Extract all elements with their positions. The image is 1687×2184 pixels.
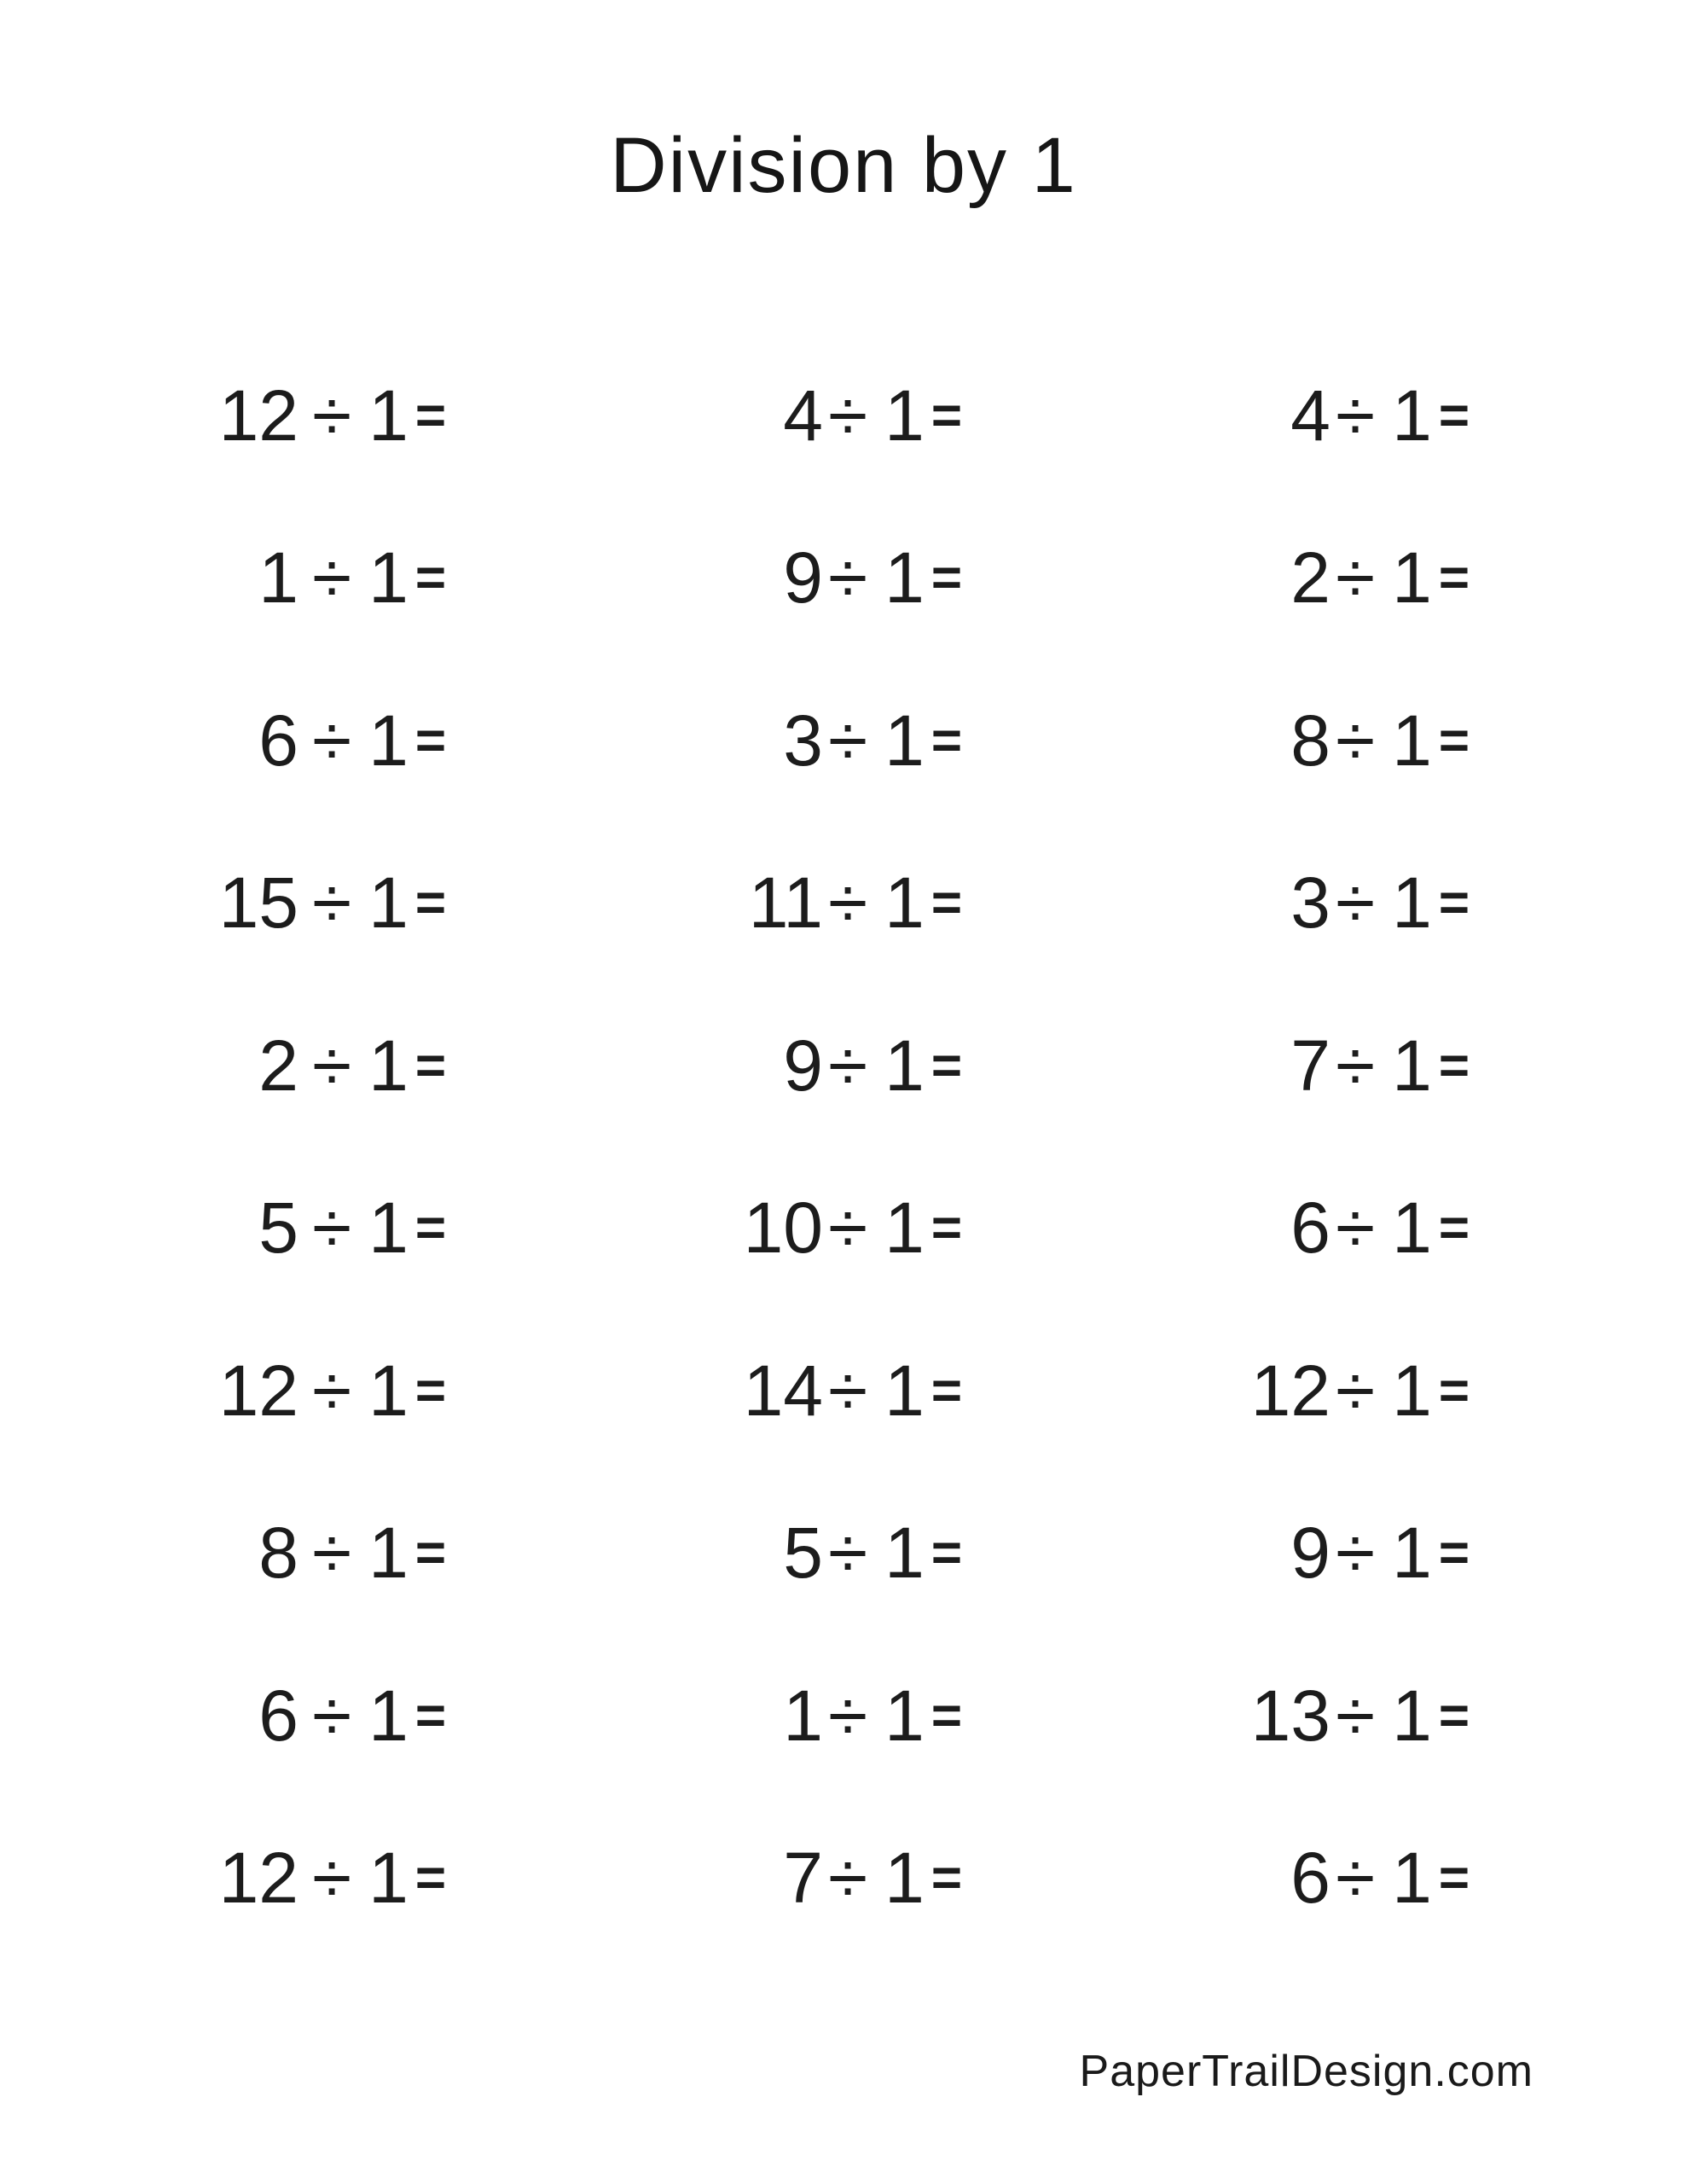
- division-problem: [206, 822, 444, 985]
- dividend: 7: [783, 1838, 823, 1919]
- dividend: 9: [783, 1025, 823, 1106]
- equals-sign: =: [415, 1686, 445, 1745]
- division-problem: [206, 659, 444, 822]
- dividend: 10: [743, 1188, 823, 1269]
- equals-sign: =: [1438, 386, 1469, 445]
- division-sign: ÷: [1336, 375, 1376, 456]
- division-problem: [731, 822, 960, 985]
- problem-row: [0, 1635, 1687, 1798]
- problems-grid: [0, 334, 1687, 1960]
- division-sign: ÷: [828, 1675, 868, 1756]
- divisor: 1: [368, 537, 409, 619]
- dividend: 1: [258, 537, 299, 619]
- divisor: 1: [368, 1513, 409, 1594]
- equals-sign: =: [930, 874, 961, 933]
- divisor: 1: [1392, 375, 1432, 456]
- division-sign: ÷: [1336, 1350, 1376, 1431]
- division-problem: [731, 659, 960, 822]
- problem-row: [0, 1798, 1687, 1960]
- division-problem: [1238, 334, 1468, 497]
- division-sign: ÷: [1336, 1513, 1376, 1594]
- division-sign: ÷: [828, 375, 868, 456]
- dividend: 6: [1290, 1838, 1330, 1919]
- division-problem: [1238, 985, 1468, 1147]
- equals-sign: =: [930, 1199, 961, 1258]
- dividend: 6: [258, 700, 299, 781]
- divisor: 1: [368, 1350, 409, 1431]
- divisor: 1: [1392, 1025, 1432, 1106]
- equals-sign: =: [930, 1849, 961, 1908]
- division-problem: [206, 497, 444, 660]
- division-sign: ÷: [1336, 1025, 1376, 1106]
- division-sign: ÷: [828, 1838, 868, 1919]
- divisor: 1: [884, 1675, 925, 1756]
- division-sign: ÷: [828, 1350, 868, 1431]
- division-problem: [206, 1310, 444, 1472]
- dividend: 12: [218, 1838, 299, 1919]
- divisor: 1: [1392, 863, 1432, 944]
- dividend: 8: [258, 1513, 299, 1594]
- division-sign: ÷: [828, 1025, 868, 1106]
- equals-sign: =: [1438, 1849, 1469, 1908]
- dividend: 5: [783, 1513, 823, 1594]
- problem-row: [0, 1310, 1687, 1472]
- equals-sign: =: [415, 549, 445, 608]
- dividend: 5: [258, 1188, 299, 1269]
- divisor: 1: [368, 1025, 409, 1106]
- divisor: 1: [1392, 537, 1432, 619]
- dividend: 13: [1250, 1675, 1330, 1756]
- division-problem: [1238, 659, 1468, 822]
- site-credit: PaperTrailDesign.com: [1079, 2047, 1533, 2096]
- divisor: 1: [884, 1350, 925, 1431]
- division-problem: [731, 1147, 960, 1310]
- division-problem: [731, 334, 960, 497]
- division-sign: ÷: [312, 537, 352, 619]
- equals-sign: =: [1438, 1361, 1469, 1420]
- division-problem: [206, 1798, 444, 1960]
- divisor: 1: [884, 863, 925, 944]
- divisor: 1: [368, 700, 409, 781]
- division-problem: [206, 1472, 444, 1635]
- division-sign: ÷: [1336, 537, 1376, 619]
- division-sign: ÷: [312, 1838, 352, 1919]
- dividend: 1: [783, 1675, 823, 1756]
- divisor: 1: [1392, 1350, 1432, 1431]
- dividend: 3: [1290, 863, 1330, 944]
- divisor: 1: [884, 1025, 925, 1106]
- problem-row: [0, 1147, 1687, 1310]
- division-sign: ÷: [312, 1513, 352, 1594]
- dividend: 14: [743, 1350, 823, 1431]
- division-problem: [731, 1635, 960, 1798]
- division-sign: ÷: [312, 700, 352, 781]
- dividend: 7: [1290, 1025, 1330, 1106]
- problem-row: [0, 985, 1687, 1147]
- problem-row: [0, 1472, 1687, 1635]
- division-problem: [1238, 1310, 1468, 1472]
- equals-sign: =: [930, 711, 961, 770]
- division-sign: ÷: [1336, 1188, 1376, 1269]
- division-sign: ÷: [1336, 700, 1376, 781]
- division-problem: [206, 1635, 444, 1798]
- division-problem: [1238, 1635, 1468, 1798]
- dividend: 4: [783, 375, 823, 456]
- division-sign: ÷: [312, 1350, 352, 1431]
- dividend: 6: [1290, 1188, 1330, 1269]
- division-sign: ÷: [312, 863, 352, 944]
- divisor: 1: [368, 1838, 409, 1919]
- division-sign: ÷: [1336, 863, 1376, 944]
- division-problem: [206, 334, 444, 497]
- division-problem: [1238, 1472, 1468, 1635]
- equals-sign: =: [415, 711, 445, 770]
- equals-sign: =: [415, 874, 445, 933]
- divisor: 1: [884, 375, 925, 456]
- dividend: 12: [218, 1350, 299, 1431]
- division-sign: ÷: [1336, 1838, 1376, 1919]
- dividend: 12: [1250, 1350, 1330, 1431]
- divisor: 1: [884, 1513, 925, 1594]
- divisor: 1: [884, 1188, 925, 1269]
- equals-sign: =: [1438, 1036, 1469, 1095]
- equals-sign: =: [415, 1524, 445, 1583]
- equals-sign: =: [930, 1361, 961, 1420]
- division-problem: [1238, 1147, 1468, 1310]
- division-problem: [731, 1472, 960, 1635]
- equals-sign: =: [930, 1524, 961, 1583]
- equals-sign: =: [415, 1036, 445, 1095]
- dividend: 8: [1290, 700, 1330, 781]
- problem-row: [0, 497, 1687, 660]
- dividend: 9: [1290, 1513, 1330, 1594]
- dividend: 12: [218, 375, 299, 456]
- divisor: 1: [368, 375, 409, 456]
- dividend: 11: [748, 863, 823, 944]
- division-problem: [206, 1147, 444, 1310]
- division-problem: [731, 985, 960, 1147]
- dividend: 6: [258, 1675, 299, 1756]
- dividend: 4: [1290, 375, 1330, 456]
- divisor: 1: [884, 537, 925, 619]
- worksheet-title: Division by 1: [610, 122, 1077, 209]
- equals-sign: =: [930, 1036, 961, 1095]
- division-sign: ÷: [312, 1675, 352, 1756]
- equals-sign: =: [1438, 1199, 1469, 1258]
- dividend: 3: [783, 700, 823, 781]
- division-problem: [731, 497, 960, 660]
- divisor: 1: [368, 863, 409, 944]
- division-problem: [1238, 1798, 1468, 1960]
- equals-sign: =: [415, 1199, 445, 1258]
- equals-sign: =: [930, 549, 961, 608]
- equals-sign: =: [415, 1361, 445, 1420]
- division-sign: ÷: [828, 700, 868, 781]
- divisor: 1: [1392, 1675, 1432, 1756]
- equals-sign: =: [1438, 711, 1469, 770]
- equals-sign: =: [1438, 1524, 1469, 1583]
- division-sign: ÷: [1336, 1675, 1376, 1756]
- equals-sign: =: [1438, 1686, 1469, 1745]
- divisor: 1: [884, 1838, 925, 1919]
- dividend: 9: [783, 537, 823, 619]
- division-sign: ÷: [828, 537, 868, 619]
- division-sign: ÷: [828, 1513, 868, 1594]
- equals-sign: =: [930, 1686, 961, 1745]
- division-problem: [1238, 497, 1468, 660]
- divisor: 1: [368, 1188, 409, 1269]
- dividend: 2: [258, 1025, 299, 1106]
- equals-sign: =: [415, 1849, 445, 1908]
- equals-sign: =: [1438, 549, 1469, 608]
- divisor: 1: [884, 700, 925, 781]
- equals-sign: =: [1438, 874, 1469, 933]
- division-sign: ÷: [312, 1188, 352, 1269]
- dividend: 2: [1290, 537, 1330, 619]
- division-sign: ÷: [828, 1188, 868, 1269]
- division-problem: [206, 985, 444, 1147]
- divisor: 1: [1392, 700, 1432, 781]
- divisor: 1: [1392, 1838, 1432, 1919]
- divisor: 1: [1392, 1188, 1432, 1269]
- equals-sign: =: [415, 386, 445, 445]
- division-problem: [731, 1798, 960, 1960]
- dividend: 15: [218, 863, 299, 944]
- equals-sign: =: [930, 386, 961, 445]
- problem-row: [0, 334, 1687, 497]
- divisor: 1: [1392, 1513, 1432, 1594]
- divisor: 1: [368, 1675, 409, 1756]
- problem-row: [0, 659, 1687, 822]
- division-problem: [1238, 822, 1468, 985]
- division-sign: ÷: [828, 863, 868, 944]
- division-problem: [731, 1310, 960, 1472]
- division-sign: ÷: [312, 1025, 352, 1106]
- problem-row: [0, 822, 1687, 985]
- division-sign: ÷: [312, 375, 352, 456]
